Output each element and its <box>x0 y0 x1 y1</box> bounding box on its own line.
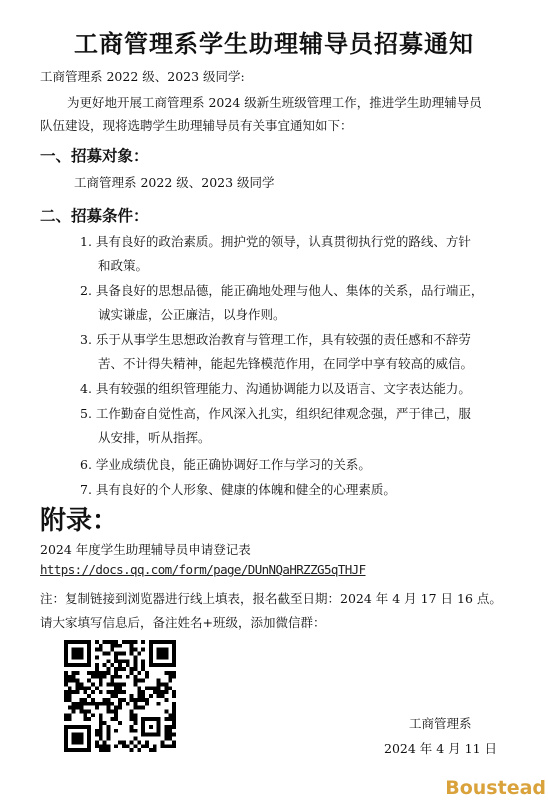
list-item-continuation: 诚实谦虚，公正廉洁，以身作则。 <box>98 307 286 322</box>
qr-code-icon[interactable] <box>64 640 176 752</box>
section-heading-targets: 一、招募对象： <box>40 147 149 165</box>
list-item-continuation: 从安排，听从指挥。 <box>98 430 211 445</box>
appendix-heading: 附录： <box>40 506 119 536</box>
list-item-continuation: 和政策。 <box>98 258 149 273</box>
form-link[interactable]: https://docs.qq.com/form/page/DUnNQaHRZZG5qTHJF <box>40 562 366 577</box>
page-title: 工商管理系学生助理辅导员招募通知 <box>74 30 474 58</box>
intro-line-1: 为更好地开展工商管理系 2024 级新生班级管理工作，推进学生助理辅导员 <box>67 95 482 110</box>
list-item: 1. 具有良好的政治素质。拥护党的领导，认真贯彻执行党的路线、方针 <box>80 234 471 249</box>
watermark-logo: Boustead <box>445 777 546 799</box>
list-item-continuation: 苦、不计得失精神，能起先锋模范作用，在同学中享有较高的威信。 <box>98 356 474 371</box>
list-item: 4. 具有较强的组织管理能力、沟通协调能力以及语言、文字表达能力。 <box>80 381 471 396</box>
section-body-targets: 工商管理系 2022 级、2023 级同学 <box>74 175 275 190</box>
intro-line-2: 队伍建设，现将选聘学生助理辅导员有关事宜通知如下： <box>40 118 353 133</box>
note-line-1: 注：复制链接到浏览器进行线上填表，报名截至日期：2024 年 4 月 17 日 16 点。 <box>40 591 502 606</box>
list-item: 6. 学业成绩优良，能正确协调好工作与学习的关系。 <box>80 457 371 472</box>
list-item: 2. 具备良好的思想品德，能正确地处理与他人、集体的关系，品行端正， <box>80 283 484 298</box>
note-line-2: 请大家填写信息后，备注姓名+班级，添加微信群： <box>40 615 326 630</box>
list-item: 7. 具有良好的个人形象、健康的体魄和健全的心理素质。 <box>80 482 396 497</box>
list-item: 3. 乐于从事学生思想政治教育与管理工作，具有较强的责任感和不辞劳 <box>80 332 471 347</box>
signature-org: 工商管理系 <box>409 716 472 731</box>
greeting: 工商管理系 2022 级、2023 级同学: <box>40 69 245 84</box>
section-heading-conditions: 二、招募条件： <box>40 207 149 225</box>
signature-date: 2024 年 4 月 11 日 <box>384 741 498 756</box>
list-item: 5. 工作勤奋自觉性高，作风深入扎实，组织纪律观念强，严于律己，服 <box>80 406 471 421</box>
form-name: 2024 年度学生助理辅导员申请登记表 <box>40 542 251 557</box>
